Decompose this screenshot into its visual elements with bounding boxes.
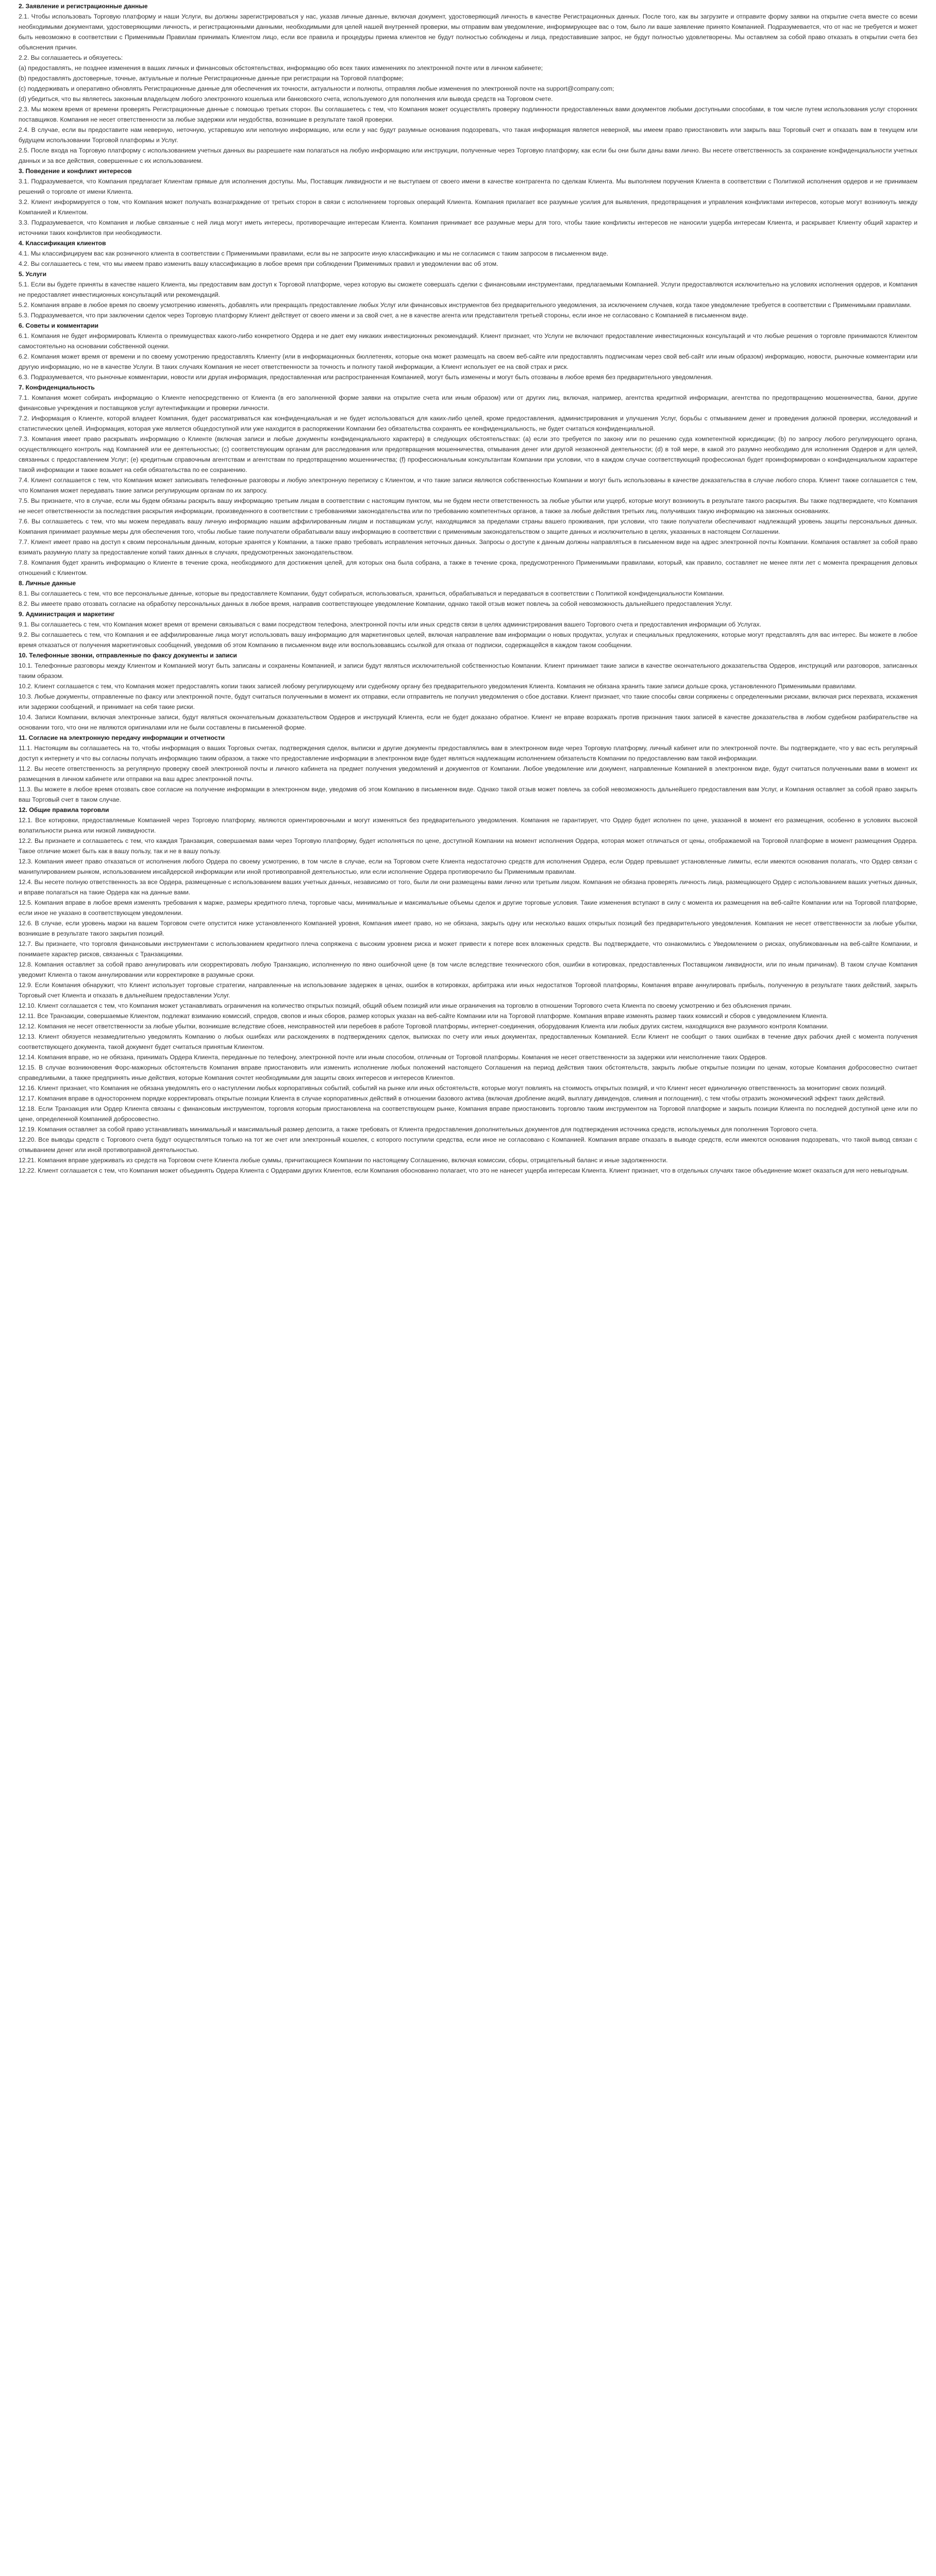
- section: [19, 578, 917, 609]
- paragraph: 5.2. Компания вправе в любое время по своему усмотрению изменять, добавлять или прекращать предоставление любых Услуг или финансовых инструментов без предварительного уведомления, за исключением случаев, когда такое уведомление требуется в соответствии с Применимыми правилами.: [19, 301, 912, 309]
- paragraph: 11.2. Вы несете ответственность за регулярную проверку своей электронной почты и личного кабинета на предмет получения уведомлений и документов от Компании. Любое уведомление или документ, направленные Компанией в электронном виде, будут считаться полученными вами в момент их размещения в личном кабинете или отправки на ваш адрес электронной почты.: [19, 765, 917, 783]
- section-title: 7. Конфиденциальность: [19, 384, 95, 391]
- section: [19, 733, 917, 805]
- section: [19, 166, 917, 238]
- paragraph: 6.2. Компания может время от времени и по своему усмотрению предоставлять Клиенту (или в информационных бюллетенях, которые она может размещать на своем веб-сайте или предоставлять подписчикам через свой веб-сайт или иным образом) информацию, новости, рыночные комментарии или другую информацию, но не в качестве Услуги. В таких случаях Компания не несет ответственности за точность и полноту такой информации, а Клиент использует ее на свой страх и риск.: [19, 353, 917, 370]
- paragraph: 12.6. В случае, если уровень маржи на вашем Торговом счете опустится ниже установленного Компанией уровня, Компания имеет право, но не обязана, закрыть одну или несколько ваших открытых позиций без предварительного уведомления. Компания не несет ответственности за любые убытки, возникшие в результате такого закрытия позиций.: [19, 920, 917, 937]
- paragraph: 4.1. Мы классифицируем вас как розничного клиента в соответствии с Применимыми правилами, если вы не запросите иную классификацию и мы не согласимся с таким запросом в письменном виде.: [19, 250, 609, 257]
- paragraph: 12.15. В случае возникновения Форс-мажорных обстоятельств Компания вправе приостановить или изменить исполнение любых положений настоящего Соглашения на период действия таких обстоятельств, закрыть любые открытые позиции по ценам, которые Компания добросовестно считает справедливыми, а также предпринять иные действия, которые Компания сочтет необходимыми для защиты своих интересов и интересов Клиентов.: [19, 1064, 917, 1081]
- paragraph: (b) предоставлять достоверные, точные, актуальные и полные Регистрационные данные при регистрации на Торговой платформе;: [19, 75, 404, 82]
- paragraph: 5.3. Подразумевается, что при заключении сделок через Торговую платформу Клиент действует от своего имени и за свой счет, а не в качестве агента или представителя третьей стороны, если иное не согласовано с Компанией в письменном виде.: [19, 312, 748, 319]
- paragraph: 4.2. Вы соглашаетесь с тем, что мы имеем право изменить вашу классификацию в любое время при соблюдении Применимых правил и уведомлении вас об этом.: [19, 260, 498, 267]
- section-title: 3. Поведение и конфликт интересов: [19, 167, 132, 175]
- paragraph: 7.8. Компания будет хранить информацию о Клиенте в течение срока, необходимого для достижения целей, для которых она была собрана, а также в течение срока, предусмотренного Применимыми правилами, который, как правило, составляет не менее пяти лет с момента прекращения деловых отношений с Клиентом.: [19, 559, 917, 577]
- paragraph: 2.5. После входа на Торговую платформу с использованием учетных данных вы разрешаете нам полагаться на любую информацию или инструкции, полученные через Торговую платформу, как если бы они были даны вами лично. Вы несете ответственность за сохранение конфиденциальности учетных данных и за все действия, совершенные с их использованием.: [19, 147, 917, 164]
- paragraph: 2.4. В случае, если вы предоставите нам неверную, неточную, устаревшую или неполную информацию, или если у нас будут разумные основания подозревать, что такая информация является неверной, мы имеем право приостановить или закрыть ваш Торговый счет и отказать вам в текущем или будущем использовании Торговой платформы и Услуг.: [19, 126, 917, 144]
- paragraph: 12.4. Вы несете полную ответственность за все Ордера, размещенные с использованием ваших учетных данных, независимо от того, были ли они размещены вами лично или третьим лицом. Компания не обязана проверять личность лица, размещающего Ордер с использованием ваших учетных данных, и вправе полагаться на такие Ордера как на данные вами.: [19, 878, 917, 896]
- paragraph: 2.3. Мы можем время от времени проверять Регистрационные данные с помощью третьих сторон. Вы соглашаетесь с тем, что Компания может осуществлять проверку подлинности предоставленных вами документов любыми доступными способами, в том числе путем использования услуг сторонних поставщиков. Компания не несет ответственности за любые задержки или неудобства, возникшие в результате такой проверки.: [19, 106, 917, 123]
- section-title: 8. Личные данные: [19, 580, 76, 587]
- paragraph: 12.8. Компания оставляет за собой право аннулировать или скорректировать любую Транзакцию, исполненную по явно ошибочной цене (в том числе вследствие технического сбоя, ошибки в котировках, предоставленных Поставщиком ликвидности, или по иным причинам). В таком случае Компания уведомит Клиента о таком аннулировании или корректировке в разумные сроки.: [19, 961, 917, 978]
- paragraph: 12.5. Компания вправе в любое время изменять требования к марже, размеры кредитного плеча, торговые часы, минимальные и максимальные объемы сделок и другие торговые условия. Такие изменения вступают в силу с момента их размещения на веб-сайте Компании или на Торговой платформе, если иное не указано в соответствующем уведомлении.: [19, 899, 917, 917]
- paragraph: 6.1. Компания не будет информировать Клиента о преимуществах какого-либо конкретного Ордера и не дает ему никаких инвестиционных рекомендаций. Клиент признает, что Услуги не включают предоставление инвестиционных консультаций и что любые решения о торговле принимаются Клиентом самостоятельно на основании собственной оценки.: [19, 332, 917, 350]
- paragraph: 8.1. Вы соглашаетесь с тем, что все персональные данные, которые вы предоставляете Компании, будут собираться, использоваться, храниться, обрабатываться и передаваться в соответствии с Политикой конфиденциальности Компании.: [19, 590, 725, 597]
- section-title: 11. Согласие на электронную передачу информации и отчетности: [19, 734, 225, 741]
- paragraph: 12.11. Все Транзакции, совершаемые Клиентом, подлежат взиманию комиссий, спредов, свопов и иных сборов, размер которых указан на веб-сайте Компании или на Торговой платформе. Компания вправе изменять размер таких комиссий и сборов с уведомлением Клиента.: [19, 1012, 828, 1020]
- paragraph: 9.1. Вы соглашаетесь с тем, что Компания может время от времени связываться с вами посредством телефона, электронной почты или иных средств связи в целях администрирования вашего Торгового счета и предоставления информации об Услугах.: [19, 621, 762, 628]
- paragraph: 10.2. Клиент соглашается с тем, что Компания может предоставлять копии таких записей любому регулирующему или судебному органу без предварительного уведомления Клиента. Компания не обязана хранить такие записи дольше срока, установленного Применимыми правилами.: [19, 683, 857, 690]
- paragraph: 7.5. Вы признаете, что в случае, если мы будем обязаны раскрыть вашу информацию третьим лицам в соответствии с настоящим пунктом, мы не будем нести ответственность за любые убытки или ущерб, которые могут возникнуть в результате такого раскрытия. Вы также подтверждаете, что Компания не несет ответственности за последствия раскрытия информации, произведенного в соответствии с требованиями законодательства или по требованию компетентных органов, а также за любые действия третьих лиц, получивших такую информацию на законных основаниях.: [19, 497, 917, 515]
- paragraph: 7.7. Клиент имеет право на доступ к своим персональным данным, которые хранятся у Компании, а также право требовать исправления неточных данных. Запросы о доступе к данным должны направляться в письменном виде на адрес электронной почты Компании. Компания оставляет за собой право взимать разумную плату за предоставление копий таких данных в случаях, предусмотренных законодательством.: [19, 538, 917, 556]
- section: [19, 382, 917, 578]
- section: [19, 805, 917, 1176]
- paragraph: 9.2. Вы соглашаетесь с тем, что Компания и ее аффилированные лица могут использовать вашу информацию для маркетинговых целей, включая направление вам информации о новых продуктах, услугах и специальных предложениях, которые могут представлять для вас интерес. Вы можете в любое время отказаться от получения маркетинговых сообщений, уведомив об этом Компанию в письменном виде или воспользовавшись ссылкой для отказа от подписки, содержащейся в каждом таком сообщении.: [19, 631, 917, 649]
- paragraph: 8.2. Вы имеете право отозвать согласие на обработку персональных данных в любое время, направив соответствующее уведомление Компании, однако такой отзыв может повлечь за собой невозможность дальнейшего предоставления Услуг.: [19, 600, 732, 607]
- paragraph: 12.18. Если Транзакция или Ордер Клиента связаны с финансовым инструментом, торговля которым приостановлена на соответствующем рынке, Компания вправе приостановить торговлю таким инструментом на Торговой платформе и закрыть позиции Клиента по последней доступной цене или по цене, определенной Компанией добросовестно.: [19, 1105, 917, 1123]
- paragraph: 7.2. Информация о Клиенте, которой владеет Компания, будет рассматриваться как конфиденциальная и не будет использоваться для каких-либо целей, кроме предоставления, администрирования и улучшения Услуг, борьбы с отмыванием денег и проведения должной проверки, исследований и статистических целей. Информация, которая уже является общедоступной или уже находится в распоряжении Компании без обязательства сохранять ее конфиденциальность, не будет считаться конфиденциальной.: [19, 415, 917, 432]
- section-title: 6. Советы и комментарии: [19, 322, 98, 329]
- section: [19, 1, 917, 166]
- paragraph: 12.22. Клиент соглашается с тем, что Компания может объединять Ордера Клиента с Ордерами других Клиентов, если Компания обоснованно полагает, что это не нанесет ущерба интересам Клиента. Клиент признает, что в отдельных случаях такое объединение может оказаться для него невыгодным.: [19, 1167, 909, 1174]
- paragraph: 12.17. Компания вправе в одностороннем порядке корректировать открытые позиции Клиента в случае корпоративных действий в отношении базового актива (включая дробление акций, выплату дивидендов, слияния и поглощения), с тем чтобы отразить экономический эффект таких действий.: [19, 1095, 885, 1102]
- paragraph: 12.7. Вы признаете, что торговля финансовыми инструментами с использованием кредитного плеча сопряжена с высоким уровнем риска и может привести к потере всех вложенных средств. Вы подтверждаете, что ознакомились с Уведомлением о рисках, опубликованным на веб-сайте Компании, и понимаете характер рисков, связанных с Транзакциями.: [19, 940, 917, 958]
- paragraph: 2.1. Чтобы использовать Торговую платформу и наши Услуги, вы должны зарегистрироваться у нас, указав личные данные, включая документ, удостоверяющий личность в качестве Регистрационных данных. После того, как вы загрузите и отправите форму заявки на открытие счета вместе со всеми необходимыми документами, удостоверяющими личность, и регистрационными данными, необходимыми для целей нашей внутренней проверки, мы отправим вам уведомление, информирующее вас о том, было ли ваше заявление принято Компанией. Подразумевается, что от нас не требуется и может быть невозможно в соответствии с Применимым Правилам принимать Клиентом лицо, если все правила и процедуры приема клиентов не будут полностью соблюдены и лица, предоставившие запрос, не будут полностью удовлетворены. Мы оставляем за собой право отказать в открытии счета без объяснения причин.: [19, 13, 917, 51]
- section-title: 2. Заявление и регистрационные данные: [19, 3, 148, 10]
- paragraph: 7.6. Вы соглашаетесь с тем, что мы можем передавать вашу личную информацию нашим аффилированным лицам и поставщикам услуг, находящимся за пределами страны вашего проживания, при условии, что такие получатели обеспечивают надлежащий уровень защиты персональных данных. Компания принимает разумные меры для обеспечения того, чтобы любые такие получатели обрабатывали вашу информацию в соответствии с применимым законодательством о защите данных и исключительно в целях, указанных в настоящем Соглашении.: [19, 518, 917, 535]
- section: [19, 269, 917, 320]
- paragraph: 7.4. Клиент соглашается с тем, что Компания может записывать телефонные разговоры и любую электронную переписку с Клиентом, и что такие записи являются собственностью Компании и могут быть использованы в качестве доказательства в случае любого спора. Клиент также соглашается с тем, что Компания может передавать такие записи регулирующим органам по их запросу.: [19, 477, 917, 494]
- section: [19, 609, 917, 650]
- paragraph: 12.2. Вы признаете и соглашаетесь с тем, что каждая Транзакция, совершаемая вами через Торговую платформу, будет исполняться по цене, доступной Компании на момент исполнения Ордера, которая может отличаться от цены, отображаемой на Торговой платформе в момент размещения Ордера. Такое отличие может быть как в вашу пользу, так и не в вашу пользу.: [19, 837, 917, 855]
- paragraph: 12.10. Клиент соглашается с тем, что Компания может устанавливать ограничения на количество открытых позиций, общий объем позиций или иные ограничения на торговлю в отношении Торгового счета Клиента по своему усмотрению и без объяснения причин.: [19, 1002, 792, 1009]
- paragraph: 2.2. Вы соглашаетесь и обязуетесь:: [19, 54, 123, 61]
- paragraph: 12.12. Компания не несет ответственности за любые убытки, возникшие вследствие сбоев, неисправностей или перебоев в работе Торговой платформы, интернет-соединения, оборудования Клиента или любых других систем, находящихся вне разумного контроля Компании.: [19, 1023, 829, 1030]
- paragraph: 12.13. Клиент обязуется незамедлительно уведомлять Компанию о любых ошибках или расхождениях в подтверждениях сделок, выписках по счету или иных документах, предоставленных Компанией. Если Клиент не сообщит о таких ошибках в течение двух рабочих дней с момента получения соответствующего документа, такой документ будет считаться принятым Клиентом.: [19, 1033, 917, 1050]
- paragraph: 6.3. Подразумевается, что рыночные комментарии, новости или другая информация, предоставленная или распространенная Компанией, могут быть изменены и могут быть отозваны в любое время без предварительного уведомления.: [19, 374, 713, 381]
- paragraph: 12.9. Если Компания обнаружит, что Клиент использует торговые стратегии, направленные на использование задержек в ценах, ошибок в котировках, арбитража или иных недостатков Торговой платформы, Компания вправе аннулировать прибыль, полученную в результате таких действий, закрыть Торговый счет Клиента и отказать в дальнейшем предоставлении Услуг.: [19, 981, 917, 999]
- section-title: 4. Классификация клиентов: [19, 240, 106, 247]
- paragraph: 3.3. Подразумевается, что Компания и любые связанные с ней лица могут иметь интересы, противоречащие интересам Клиента. Компания принимает все разумные меры для того, чтобы такие конфликты интересов не наносили ущерба интересам Клиента, и раскрывает Клиенту общий характер и источники таких конфликтов при необходимости.: [19, 219, 917, 236]
- paragraph: (c) поддерживать и оперативно обновлять Регистрационные данные для обеспечения их точности, актуальности и полноты, отправляя любые изменения по электронной почте на support@company.com;: [19, 85, 614, 92]
- section: [19, 320, 917, 382]
- paragraph: 12.19. Компания оставляет за собой право устанавливать минимальный и максимальный размер депозита, а также требовать от Клиента предоставления дополнительных документов для подтверждения источника средств, используемых для пополнения Торгового счета.: [19, 1126, 818, 1133]
- paragraph: 3.2. Клиент информируется о том, что Компания может получать вознаграждение от третьих сторон в связи с исполнением торговых операций Клиента. Компания прилагает все разумные усилия для выявления, предотвращения и управления конфликтами интересов, которые могут возникнуть между Компанией и Клиентом.: [19, 198, 917, 216]
- paragraph: 10.4. Записи Компании, включая электронные записи, будут являться окончательным доказательством Ордеров и инструкций Клиента, если не будет доказано обратное. Клиент не вправе возражать против признания таких записей в качестве доказательства в любом судебном разбирательстве на основании того, что они не являются оригиналами или не были составлены в письменной форме.: [19, 714, 917, 731]
- paragraph: 7.3. Компания имеет право раскрывать информацию о Клиенте (включая записи и любые документы конфиденциального характера) в следующих обстоятельствах: (а) если это требуется по закону или по решению суда компетентной юрисдикции; (b) по запросу любого регулирующего органа, осуществляющего контроль над Компанией или ее деятельностью; (c) соответствующим органам для расследования или предотвращения мошенничества, отмывания денег или другой незаконной деятельности; (d) в той мере, в какой это разумно необходимо для исполнения Ордеров и для целей, связанных с предоставлением Услуг; (e) кредитным справочным агентствам и агентствам по предотвращению мошенничества; (f) профессиональным консультантам Компании при условии, что в каждом случае соответствующий профессионал будет проинформирован о конфиденциальном характере такой информации и также возьмет на себя обязательства по ее сохранению.: [19, 435, 917, 473]
- paragraph: (d) убедиться, что вы являетесь законным владельцем любого электронного кошелька или банковского счета, используемого для пополнения или вывода средств на Торговом счете.: [19, 95, 553, 103]
- paragraph: 12.16. Клиент признает, что Компания не обязана уведомлять его о наступлении любых корпоративных событий, событий на рынке или иных обстоятельств, которые могут повлиять на стоимость открытых позиций, и что Клиент несет единоличную ответственность за мониторинг своих позиций.: [19, 1084, 887, 1092]
- section-title: 12. Общие правила торговли: [19, 806, 109, 814]
- paragraph: (а) предоставлять, не позднее изменения в ваших личных и финансовых обстоятельствах, информацию обо всех таких изменениях по электронной почте или в личном кабинете;: [19, 64, 543, 72]
- paragraph: 12.14. Компания вправе, но не обязана, принимать Ордера Клиента, переданные по телефону, электронной почте или иным способом, отличным от Торговой платформы. Компания не несет ответственности за задержки или неисполнение таких Ордеров.: [19, 1054, 767, 1061]
- paragraph: 5.1. Если вы будете приняты в качестве нашего Клиента, мы предоставим вам доступ к Торговой платформе, через которую вы сможете совершать сделки с финансовыми инструментами, предлагаемыми Компанией. Услуги предоставляются исключительно на условиях исполнения ордеров, и Компания не предоставляет инвестиционных консультаций или рекомендаций.: [19, 281, 917, 298]
- paragraph: 11.3. Вы можете в любое время отозвать свое согласие на получение информации в электронном виде, уведомив об этом Компанию в письменном виде. Однако такой отзыв может повлечь за собой невозможность дальнейшего предоставления вам Услуг, и Компания оставляет за собой право закрыть ваш Торговый счет в таком случае.: [19, 786, 917, 803]
- paragraph: 3.1. Подразумевается, что Компания предлагает Клиентам прямые для исполнения доступы. Мы, Поставщик ликвидности и не выступаем от своего имени в качестве контрагента по сделкам Клиента. Мы выполняем поручения Клиента в соответствии с Политикой исполнения ордеров и не принимаем решений о торговле от имени Клиента.: [19, 178, 917, 195]
- paragraph: 10.3. Любые документы, отправленные по факсу или электронной почте, будут считаться полученными в момент их отправки, если отправитель не получил уведомления о сбое доставки. Клиент признает, что такие способы связи сопряжены с определенными рисками, включая риск перехвата, искажения или задержки сообщений, и принимает на себя такие риски.: [19, 693, 917, 710]
- paragraph: 12.21. Компания вправе удерживать из средств на Торговом счете Клиента любые суммы, причитающиеся Компании по настоящему Соглашению, включая комиссии, сборы, отрицательный баланс и иные задолженности.: [19, 1157, 668, 1164]
- paragraph: 12.20. Все выводы средств с Торгового счета будут осуществляться только на тот же счет или электронный кошелек, с которого поступили средства, если иное не согласовано с Компанией. Компания вправе отказать в выводе средств, если имеются основания подозревать, что такой вывод связан с отмыванием денег или иной противоправной деятельностью.: [19, 1136, 917, 1154]
- paragraph: 11.1. Настоящим вы соглашаетесь на то, чтобы информация о ваших Торговых счетах, подтверждения сделок, выписки и другие документы предоставлялись вам в электронном виде через Торговую платформу, личный кабинет или по электронной почте. Вы подтверждаете, что у вас есть регулярный доступ к интернету и что вы согласны получать информацию таким образом, а также что предоставление информации в электронном виде будет являться надлежащим исполнением обязательств Компании по предоставлению вам такой информации.: [19, 744, 917, 762]
- section-title: 9. Администрация и маркетинг: [19, 611, 115, 618]
- section: [19, 650, 917, 733]
- paragraph: 12.3. Компания имеет право отказаться от исполнения любого Ордера по своему усмотрению, в том числе в случае, если на Торговом счете Клиента недостаточно средств для исполнения Ордера, если Ордер превышает установленные лимиты, если имеются основания полагать, что Ордер связан с манипулированием рынком, использованием инсайдерской информации или иной противоправной деятельностью, или если исполнение Ордера противоречило бы Применимым правилам.: [19, 858, 917, 875]
- section-title: 10. Телефонные звонки, отправленные по факсу документы и записи: [19, 652, 237, 659]
- section: [19, 238, 917, 269]
- paragraph: 7.1. Компания может собирать информацию о Клиенте непосредственно от Клиента (в его заполненной форме заявки на открытие счета или иным образом) или от других лиц, включая, например, агентства кредитной информации, агентства по предотвращению мошенничества, банки, другие финансовые учреждения и поставщиков услуг аутентификации и проверки личности.: [19, 394, 917, 412]
- paragraph: 12.1. Все котировки, предоставляемые Компанией через Торговую платформу, являются ориентировочными и могут изменяться без предварительного уведомления. Компания не гарантирует, что Ордер будет исполнен по цене, указанной в момент его размещения, особенно в условиях высокой волатильности рынка или низкой ликвидности.: [19, 817, 917, 834]
- paragraph: 10.1. Телефонные разговоры между Клиентом и Компанией могут быть записаны и сохранены Компанией, и записи будут являться исключительной собственностью Компании. Клиент принимает такие записи в качестве окончательного доказательства Ордеров, инструкций или разговоров, записанных таким образом.: [19, 662, 917, 680]
- section-title: 5. Услуги: [19, 270, 47, 278]
